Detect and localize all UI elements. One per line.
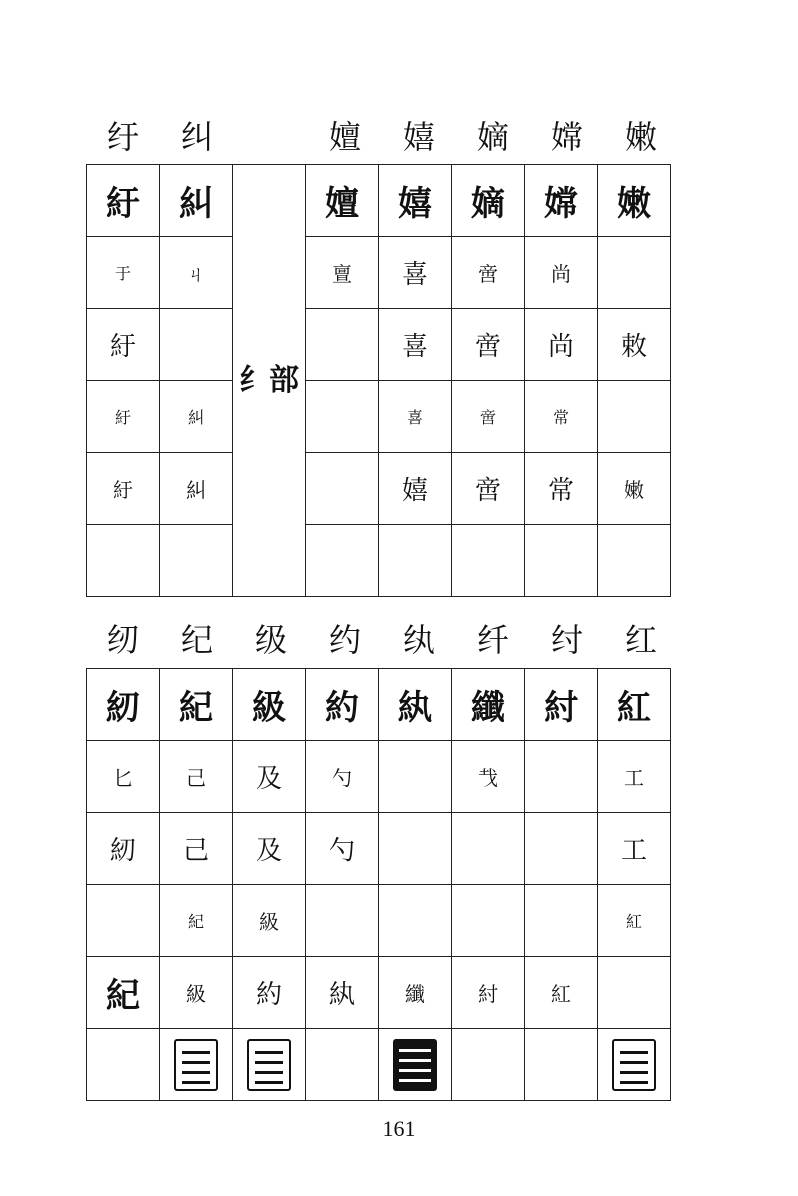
top-glyph-cell: 常: [525, 453, 598, 525]
top-glyph-cell: [306, 525, 379, 597]
bottom-glyph-cell: 工: [598, 813, 671, 885]
seal-stamp-glyph: [612, 1039, 656, 1091]
bottom-glyph-cell: [598, 957, 671, 1029]
top-glyph-cell: 嬗: [306, 165, 379, 237]
bottom-glyph-cell: 級: [160, 957, 233, 1029]
top-glyph-cell: 于: [87, 237, 160, 309]
bottom-header-row: [86, 620, 678, 660]
bottom-header-char: 级: [254, 621, 287, 659]
bottom-header-char: 纪: [180, 621, 213, 659]
top-glyph-cell: [306, 309, 379, 381]
bottom-header-char: 约: [328, 621, 361, 659]
top-table-row: [87, 453, 671, 525]
top-glyph-cell: 嬉: [379, 453, 452, 525]
top-glyph-cell: 啻: [452, 381, 525, 453]
top-table-row: [87, 237, 671, 309]
top-glyph-cell: 糾: [160, 453, 233, 525]
bottom-seal-cell: [598, 1029, 671, 1101]
top-glyph-cell: 嫩: [598, 453, 671, 525]
bottom-glyph-cell: [452, 885, 525, 957]
bottom-glyph-cell: [87, 885, 160, 957]
top-glyph-cell: 喜: [379, 309, 452, 381]
bottom-glyph-cell: [379, 885, 452, 957]
top-header-row: [86, 117, 678, 157]
bottom-glyph-cell: 勺: [306, 813, 379, 885]
top-header-char: [234, 117, 308, 157]
bottom-glyph-cell: [525, 741, 598, 813]
top-glyph-cell: 嬉: [379, 165, 452, 237]
bottom-glyph-cell: 匕: [87, 741, 160, 813]
bottom-header-char: 红: [624, 621, 657, 659]
bottom-glyph-cell: 紀: [87, 957, 160, 1029]
top-glyph-cell: [525, 525, 598, 597]
seal-stamp-glyph: [247, 1039, 291, 1091]
top-glyph-cell: 啻: [452, 453, 525, 525]
bottom-glyph-cell: 紉: [87, 669, 160, 741]
bottom-header-char: 纣: [550, 621, 583, 659]
top-table-row: [87, 165, 671, 237]
top-glyph-cell: 紆: [87, 165, 160, 237]
top-glyph-cell: 嫦: [525, 165, 598, 237]
bottom-table-row: [87, 1029, 671, 1101]
bottom-glyph-cell: [379, 741, 452, 813]
bottom-glyph-cell: 纖: [452, 669, 525, 741]
bottom-glyph-cell: 己: [160, 813, 233, 885]
top-glyph-cell: 常: [525, 381, 598, 453]
top-glyph-cell: 嫩: [598, 165, 671, 237]
bottom-glyph-cell: 𢦏: [452, 741, 525, 813]
bottom-glyph-cell: 紅: [598, 885, 671, 957]
bottom-glyph-cell: 紅: [525, 957, 598, 1029]
top-glyph-cell: [160, 309, 233, 381]
bottom-glyph-cell: 勺: [306, 741, 379, 813]
bottom-glyph-cell: [452, 1029, 525, 1101]
bottom-table-row: [87, 957, 671, 1029]
bottom-glyph-cell: 紀: [160, 669, 233, 741]
top-glyph-cell: [452, 525, 525, 597]
bottom-glyph-cell: [379, 813, 452, 885]
top-header-char: 纡: [106, 118, 139, 156]
top-glyph-cell: 尚: [525, 309, 598, 381]
bottom-glyph-cell: [525, 813, 598, 885]
top-glyph-cell: 敕: [598, 309, 671, 381]
bottom-glyph-cell: 級: [233, 885, 306, 957]
bottom-glyph-cell: 約: [233, 957, 306, 1029]
bottom-glyph-cell: [525, 885, 598, 957]
bottom-glyph-cell: [306, 885, 379, 957]
top-glyph-cell: 嫡: [452, 165, 525, 237]
bottom-glyph-cell: [452, 813, 525, 885]
bottom-glyph-cell: 及: [233, 813, 306, 885]
bottom-glyph-cell: [306, 1029, 379, 1101]
top-header-char: 嫦: [550, 118, 583, 156]
bottom-glyph-cell: 紂: [525, 669, 598, 741]
bottom-glyph-cell: 及: [233, 741, 306, 813]
top-glyph-cell: 啻: [452, 309, 525, 381]
top-table-row: [87, 309, 671, 381]
bottom-glyph-cell: 紂: [452, 957, 525, 1029]
bottom-glyph-cell: [525, 1029, 598, 1101]
bottom-glyph-cell: 紀: [160, 885, 233, 957]
top-glyph-cell: [87, 525, 160, 597]
top-glyph-cell: 紆: [87, 309, 160, 381]
top-glyph-cell: [598, 381, 671, 453]
bottom-table-row: [87, 885, 671, 957]
top-header-char: 纠: [180, 118, 213, 156]
top-glyph-cell: ㄐ: [160, 237, 233, 309]
top-header-char: 嫩: [624, 118, 657, 156]
bottom-glyph-cell: 工: [598, 741, 671, 813]
seal-stamp-glyph: [393, 1039, 437, 1091]
page-number: 161: [382, 1116, 416, 1141]
bottom-table-row: [87, 669, 671, 741]
bottom-glyph-cell: 紈: [379, 669, 452, 741]
bottom-header-char: 纨: [402, 621, 435, 659]
top-glyph-cell: [379, 525, 452, 597]
top-glyph-cell: 紆: [87, 381, 160, 453]
bottom-character-table: [86, 668, 671, 1101]
top-glyph-cell: 糾: [160, 381, 233, 453]
top-glyph-cell: 喜: [379, 381, 452, 453]
top-glyph-cell: 喜: [379, 237, 452, 309]
top-glyph-cell: [306, 453, 379, 525]
bottom-glyph-cell: [87, 1029, 160, 1101]
bottom-glyph-cell: 紈: [306, 957, 379, 1029]
bottom-table-row: [87, 741, 671, 813]
top-glyph-cell: 啻: [452, 237, 525, 309]
bottom-seal-cell: [233, 1029, 306, 1101]
top-table-row: [87, 381, 671, 453]
bottom-glyph-cell: 紅: [598, 669, 671, 741]
seal-stamp-glyph: [174, 1039, 218, 1091]
radical-label-cell: 纟部: [233, 165, 306, 597]
top-header-char: 嬉: [402, 118, 435, 156]
top-header-char: 嬗: [328, 118, 361, 156]
bottom-glyph-cell: 約: [306, 669, 379, 741]
top-glyph-cell: 尚: [525, 237, 598, 309]
top-glyph-cell: [598, 525, 671, 597]
top-glyph-cell: 亶: [306, 237, 379, 309]
bottom-glyph-cell: 己: [160, 741, 233, 813]
bottom-glyph-cell: 級: [233, 669, 306, 741]
top-glyph-cell: 紆: [87, 453, 160, 525]
top-glyph-cell: [306, 381, 379, 453]
top-header-char: 嫡: [476, 118, 509, 156]
bottom-glyph-cell: 纖: [379, 957, 452, 1029]
bottom-glyph-cell: 紉: [87, 813, 160, 885]
bottom-seal-cell: [160, 1029, 233, 1101]
bottom-seal-cell: [379, 1029, 452, 1101]
top-glyph-cell: 糾: [160, 165, 233, 237]
top-character-table: [86, 164, 671, 597]
bottom-header-char: 纫: [106, 621, 139, 659]
bottom-table-row: [87, 813, 671, 885]
top-glyph-cell: [598, 237, 671, 309]
bottom-header-char: 纤: [476, 621, 509, 659]
top-glyph-cell: [160, 525, 233, 597]
top-table-row: [87, 525, 671, 597]
